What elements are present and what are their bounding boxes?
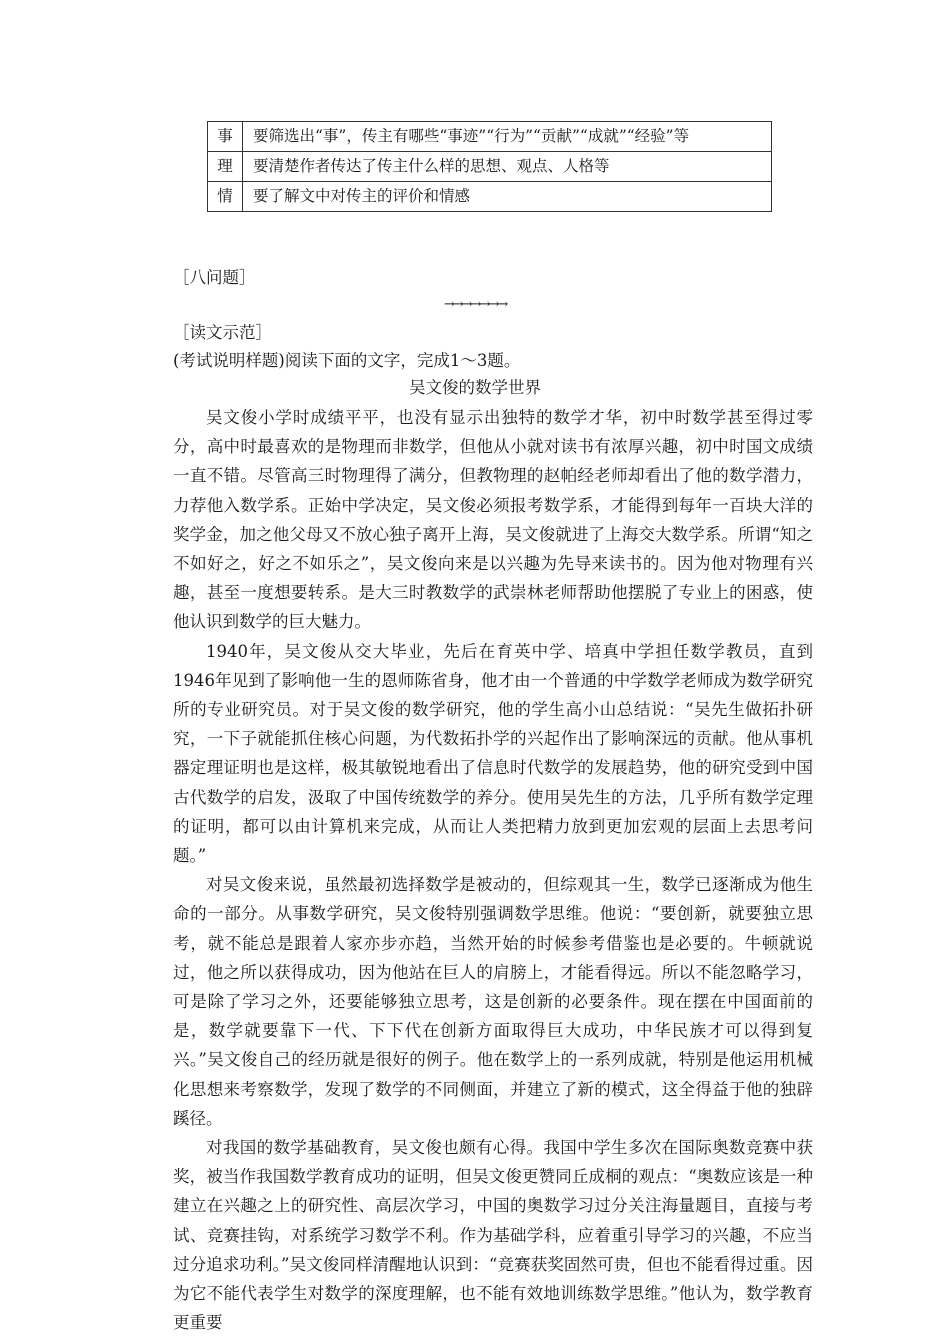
table-row xyxy=(208,152,772,182)
arrow-divider: →→→→→→→ xyxy=(443,297,507,312)
table-key-cell: 理 xyxy=(208,152,243,182)
article-paragraph: 1940年，吴文俊从交大毕业，先后在育英中学、培真中学担任数学教员，直到1946年见到了影响他一生的恩师陈省身，他才由一个普通的中学数学老师成为数学研究所的专业研究员。对于吴文俊的数学研究，他的学生高小山总结说：“吴先生做拓扑研究，一下子就能抓住核心问题，为代数拓扑学的兴起作出了影响深远的贡献。他从事机器定理证明也是这样，极其敏锐地看出了信息时代数学的发展趋势，他的研究受到中国古代数学的启发，汲取了中国传统数学的养分。使用吴先生的方法，几乎所有数学定理的证明，都可以由计算机来完成，从而让人类把精力放到更加宏观的层面上去思考问题。” xyxy=(173,641,813,866)
article-body xyxy=(173,403,813,1338)
table-value-cell: 要清楚作者传达了传主什么样的思想、观点、人格等 xyxy=(243,152,772,182)
article-paragraph: 对我国的数学基础教育，吴文俊也颇有心得。我国中学生多次在国际奥数竞赛中获奖，被当作我国数学教育成功的证明，但吴文俊更赞同丘成桐的观点：“奥数应该是一种建立在兴趣之上的研究性、高层次学习，中国的奥数学习过分关注海量题目，直接与考试、竞赛挂钩，对系统学习数学不利。作为基础学科，应着重引导学习的兴趣，不应当过分追求功利。”吴文俊同样清醒地认识到：“竞赛获奖固然可贵，但也不能看得过重。因为它不能代表学生对数学的深度理解，也不能有效地训练数学思维。”他认为，数学教育更重要 xyxy=(173,1138,813,1333)
section-heading-reading: ［读文示范］ xyxy=(173,323,272,342)
table-value-cell: 要了解文中对传主的评价和情感 xyxy=(243,182,772,212)
table-value-cell: 要筛选出“事”，传主有哪些“事迹”“行为”“贡献”“成就”“经验”等 xyxy=(243,122,772,152)
instruction-text: (考试说明样题)阅读下面的文字，完成1～3题。 xyxy=(173,351,521,370)
summary-table xyxy=(207,121,772,212)
table-row xyxy=(208,182,772,212)
article-title: 吴文俊的数学世界 xyxy=(409,378,541,397)
table-row xyxy=(208,122,772,152)
article-paragraph: 对吴文俊来说，虽然最初选择数学是被动的，但综观其一生，数学已逐渐成为他生命的一部分。从事数学研究，吴文俊特别强调数学思维。他说：“要创新，就要独立思考，就不能总是跟着人家亦步亦趋，当然开始的时候参考借鉴也是必要的。牛顿就说过，他之所以获得成功，因为他站在巨人的肩膀上，才能看得远。所以不能忽略学习，可是除了学习之外，还要能够独立思考，这是创新的必要条件。现在摆在中国面前的是，数学就要靠下一代、下下代在创新方面取得巨大成功，中华民族才可以得到复兴。”吴文俊自己的经历就是很好的例子。他在数学上的一系列成就，特别是他运用机械化思想来考察数学，发现了数学的不同侧面，并建立了新的模式，这全得益于他的独辟蹊径。 xyxy=(173,875,813,1128)
article-paragraph: 吴文俊小学时成绩平平，也没有显示出独特的数学才华，初中时数学甚至得过零分，高中时最喜欢的是物理而非数学，但他从小就对读书有浓厚兴趣，初中时国文成绩一直不错。尽管高三时物理得了满分，但教物理的赵帕经老师却看出了他的数学潜力，力荐他入数学系。正始中学决定，吴文俊必须报考数学系，才能得到每年一百块大洋的奖学金，加之他父母又不放心独子离开上海，吴文俊就进了上海交大数学系。所谓“知之不如好之，好之不如乐之”，吴文俊向来是以兴趣为先导来读书的。因为他对物理有兴趣，甚至一度想要转系。是大三时教数学的武崇林老师帮助他摆脱了专业上的困惑，使他认识到数学的巨大魅力。 xyxy=(173,408,813,632)
table-key-cell: 事 xyxy=(208,122,243,152)
section-heading-eight: ［八问题］ xyxy=(173,268,256,287)
table-key-cell: 情 xyxy=(208,182,243,212)
